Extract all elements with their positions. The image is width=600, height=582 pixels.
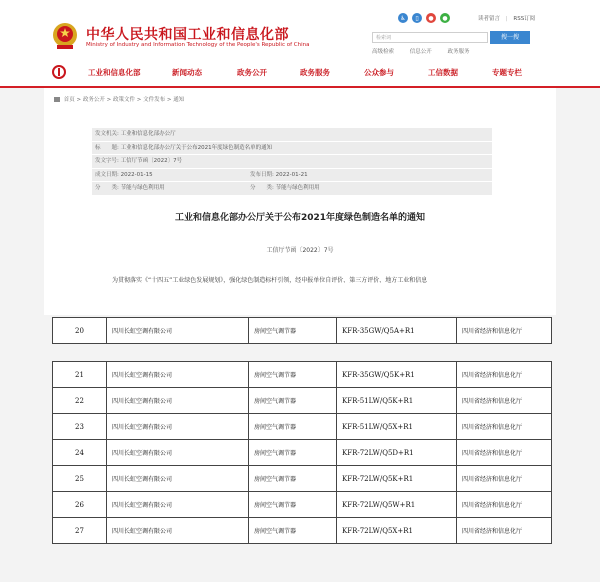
nav-item-topics[interactable]: 专题专栏 bbox=[492, 68, 522, 77]
site-subtitle: Ministry of Industry and Information Technology of the People's Republic of China bbox=[86, 42, 310, 48]
table-row bbox=[53, 414, 552, 440]
authority-cell: 四川省经济和信息化厅 bbox=[457, 466, 552, 492]
home-icon bbox=[54, 97, 60, 102]
nav-item-miit[interactable]: 工业和信息化部 bbox=[88, 68, 141, 77]
product-cell: 房间空气调节器 bbox=[249, 318, 337, 344]
model-cell: KFR-72LW/Q5K+R1 bbox=[337, 466, 457, 492]
breadcrumb-home[interactable]: 首页 bbox=[63, 97, 75, 103]
breadcrumb: 首页 > 政务公开 > 政策文件 > 文件发布 > 通知 bbox=[54, 95, 184, 103]
company-cell: 四川长虹空调有限公司 bbox=[107, 466, 249, 492]
product-cell: 房间空气调节器 bbox=[249, 466, 337, 492]
nav-item-gov-public[interactable]: 政务公开 bbox=[237, 68, 267, 77]
nav-item-data[interactable]: 工信数据 bbox=[428, 68, 458, 77]
site-header bbox=[0, 0, 600, 58]
product-cell: 房间空气调节器 bbox=[249, 492, 337, 518]
weibo-icon[interactable]: ● bbox=[426, 13, 436, 23]
company-cell: 四川长虹空调有限公司 bbox=[107, 318, 249, 344]
product-cell: 房间空气调节器 bbox=[249, 440, 337, 466]
document-meta bbox=[92, 128, 492, 196]
row-number: 21 bbox=[53, 362, 107, 388]
row-number: 27 bbox=[53, 518, 107, 544]
product-cell: 房间空气调节器 bbox=[249, 414, 337, 440]
gov-service-link[interactable]: 政务服务 bbox=[447, 49, 470, 55]
model-cell: KFR-35GW/Q5K+R1 bbox=[337, 362, 457, 388]
meta-doc-no: 发文字号: 工信厅节函〔2022〕7号 bbox=[92, 155, 492, 169]
table-row bbox=[53, 318, 552, 344]
company-cell: 四川长虹空调有限公司 bbox=[107, 492, 249, 518]
table-row bbox=[53, 362, 552, 388]
model-cell: KFR-35GW/Q5A+R1 bbox=[337, 318, 457, 344]
meta-dates: 成文日期: 2022-01-15 发布日期: 2022-01-21 bbox=[92, 169, 492, 183]
table-row bbox=[53, 492, 552, 518]
breadcrumb-notice[interactable]: 通知 bbox=[173, 97, 185, 103]
company-cell: 四川长虹空调有限公司 bbox=[107, 362, 249, 388]
authority-cell: 四川省经济和信息化厅 bbox=[457, 318, 552, 344]
product-cell: 房间空气调节器 bbox=[249, 518, 337, 544]
accessibility-icon[interactable]: ♿ bbox=[398, 13, 408, 23]
national-emblem-icon bbox=[52, 22, 78, 50]
meta-category: 分 类: 节能与绿色利用用 分 类: 节能与绿色利用用 bbox=[92, 182, 492, 196]
authority-cell: 四川省经济和信息化厅 bbox=[457, 518, 552, 544]
green-product-table bbox=[52, 361, 552, 544]
row-number: 26 bbox=[53, 492, 107, 518]
authority-cell: 四川省经济和信息化厅 bbox=[457, 414, 552, 440]
document-number: 工信厅节函〔2022〕7号 bbox=[266, 247, 334, 254]
nav-item-news[interactable]: 新闻动态 bbox=[172, 68, 202, 77]
model-cell: KFR-72LW/Q5X+R1 bbox=[337, 518, 457, 544]
breadcrumb-policy[interactable]: 政策文件 bbox=[113, 97, 136, 103]
company-cell: 四川长虹空调有限公司 bbox=[107, 414, 249, 440]
breadcrumb-release[interactable]: 文件发布 bbox=[143, 97, 166, 103]
reader-message-link[interactable]: 读者留言 bbox=[478, 16, 501, 22]
document-intro: 为贯彻落实《“十四五”工业绿色发展规划》，强化绿色制造标杆引领，经申报单位自评价、第三方评价、地方工业和信息 bbox=[112, 277, 428, 284]
table-row bbox=[53, 440, 552, 466]
breadcrumb-gov-public[interactable]: 政务公开 bbox=[82, 97, 105, 103]
row-number: 20 bbox=[53, 318, 107, 344]
search-links bbox=[372, 47, 484, 55]
green-product-table-top bbox=[52, 317, 552, 344]
meta-title: 标 题: 工业和信息化部办公厅关于公布2021年度绿色制造名单的通知 bbox=[92, 142, 492, 156]
wechat-icon[interactable]: ● bbox=[440, 13, 450, 23]
authority-cell: 四川省经济和信息化厅 bbox=[457, 388, 552, 414]
row-number: 25 bbox=[53, 466, 107, 492]
company-cell: 四川长虹空调有限公司 bbox=[107, 388, 249, 414]
authority-cell: 四川省经济和信息化厅 bbox=[457, 492, 552, 518]
search-button[interactable]: 搜一搜 bbox=[490, 31, 530, 44]
share-icons bbox=[398, 13, 450, 23]
nav-item-participation[interactable]: 公众参与 bbox=[364, 68, 394, 77]
model-cell: KFR-51LW/Q5K+R1 bbox=[337, 388, 457, 414]
table-row bbox=[53, 388, 552, 414]
authority-cell: 四川省经济和信息化厅 bbox=[457, 440, 552, 466]
advanced-search-link[interactable]: 高级检索 bbox=[372, 49, 395, 55]
product-cell: 房间空气调节器 bbox=[249, 362, 337, 388]
company-cell: 四川长虹空调有限公司 bbox=[107, 440, 249, 466]
row-number: 23 bbox=[53, 414, 107, 440]
model-cell: KFR-51LW/Q5X+R1 bbox=[337, 414, 457, 440]
main-nav bbox=[0, 58, 600, 88]
site-title[interactable]: 中华人民共和国工业和信息化部 bbox=[86, 27, 289, 43]
info-public-link[interactable]: 信息公开 bbox=[409, 49, 432, 55]
row-number: 22 bbox=[53, 388, 107, 414]
product-cell: 房间空气调节器 bbox=[249, 388, 337, 414]
authority-cell: 四川省经济和信息化厅 bbox=[457, 362, 552, 388]
rss-link[interactable]: RSS订阅 bbox=[513, 16, 536, 22]
breadcrumb-bar bbox=[44, 88, 556, 111]
nav-item-gov-service[interactable]: 政务服务 bbox=[300, 68, 330, 77]
ministry-logo-icon bbox=[52, 65, 66, 79]
model-cell: KFR-72LW/Q5W+R1 bbox=[337, 492, 457, 518]
model-cell: KFR-72LW/Q5D+R1 bbox=[337, 440, 457, 466]
mobile-icon[interactable]: ▯ bbox=[412, 13, 422, 23]
table-row bbox=[53, 466, 552, 492]
company-cell: 四川长虹空调有限公司 bbox=[107, 518, 249, 544]
tool-links: 读者留言 | RSS订阅 bbox=[478, 16, 536, 22]
article-content bbox=[44, 110, 556, 315]
document-title: 工业和信息化部办公厅关于公布2021年度绿色制造名单的通知 bbox=[174, 213, 426, 223]
table-row bbox=[53, 518, 552, 544]
search-input[interactable]: 检索词 bbox=[372, 32, 488, 43]
meta-issuer: 发文机关: 工业和信息化部办公厅 bbox=[92, 128, 492, 142]
row-number: 24 bbox=[53, 440, 107, 466]
